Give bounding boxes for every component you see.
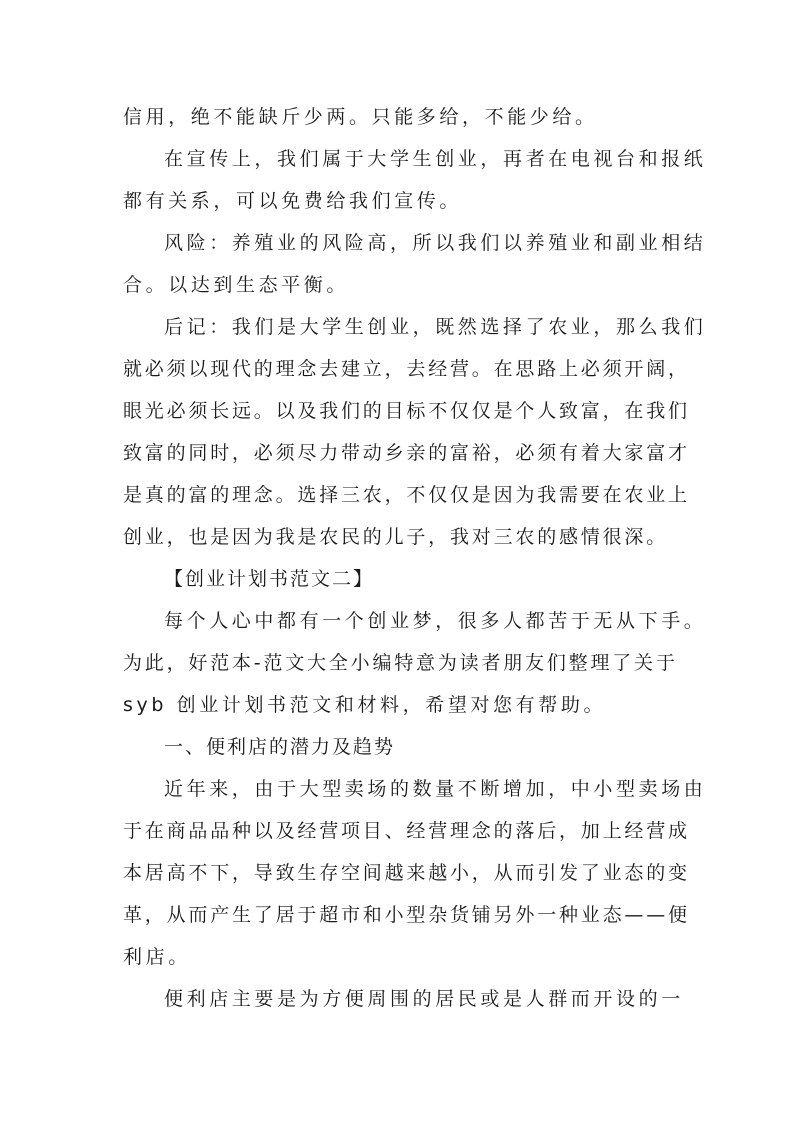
paragraph-line: 在宣传上，我们属于大学生创业，再者在电视台和报纸 [164, 148, 707, 170]
section-heading: 一、便利店的潜力及趋势 [164, 736, 396, 758]
paragraph-line: 致富的同时，必须尽力带动乡亲的富裕，必须有着大家富才 [123, 442, 690, 464]
paragraph-line: 便利店主要是为方便周围的居民或是人群而开设的一 [164, 988, 684, 1010]
paragraph-line: 于在商品品种以及经营项目、经营理念的落后，加上经营成 [123, 820, 690, 842]
paragraph-line: 合。以达到生态平衡。 [123, 274, 350, 296]
paragraph-line: syb 创业计划书范文和材料，希望对您有帮助。 [123, 694, 607, 716]
paragraph-line: 近年来，由于大型卖场的数量不断增加，中小型卖场由 [164, 778, 707, 800]
paragraph-line: 信用，绝不能缺斤少两。只能多给，不能少给。 [123, 106, 598, 128]
paragraph-line: 就必须以现代的理念去建立，去经营。在思路上必须开阔， [123, 358, 690, 380]
paragraph-line: 为此，好范本-范文大全小编特意为读者朋友们整理了关于 [123, 652, 678, 674]
paragraph-line: 眼光必须长远。以及我们的目标不仅仅是个人致富，在我们 [123, 400, 690, 422]
paragraph-line: 每个人心中都有一个创业梦，很多人都苦于无从下手。 [164, 610, 707, 632]
paragraph-line: 本居高不下，导致生存空间越来越小，从而引发了业态的变 [123, 862, 690, 884]
paragraph-line: 利店。 [123, 946, 191, 968]
paragraph-line: 创业，也是因为我是农民的儿子，我对三农的感情很深。 [123, 526, 669, 548]
paragraph-line: 后记：我们是大学生创业，既然选择了农业，那么我们 [164, 316, 707, 338]
paragraph-line: 革，从而产生了居于超市和小型杂货铺另外一种业态——便 [123, 904, 690, 926]
paragraph-line: 都有关系，可以免费给我们宣传。 [123, 190, 463, 212]
paragraph-line: 风险：养殖业的风险高，所以我们以养殖业和副业相结 [164, 232, 707, 254]
paragraph-line: 是真的富的理念。选择三农，不仅仅是因为我需要在农业上 [123, 484, 690, 506]
section-heading: 【创业计划书范文二】 [164, 568, 375, 590]
